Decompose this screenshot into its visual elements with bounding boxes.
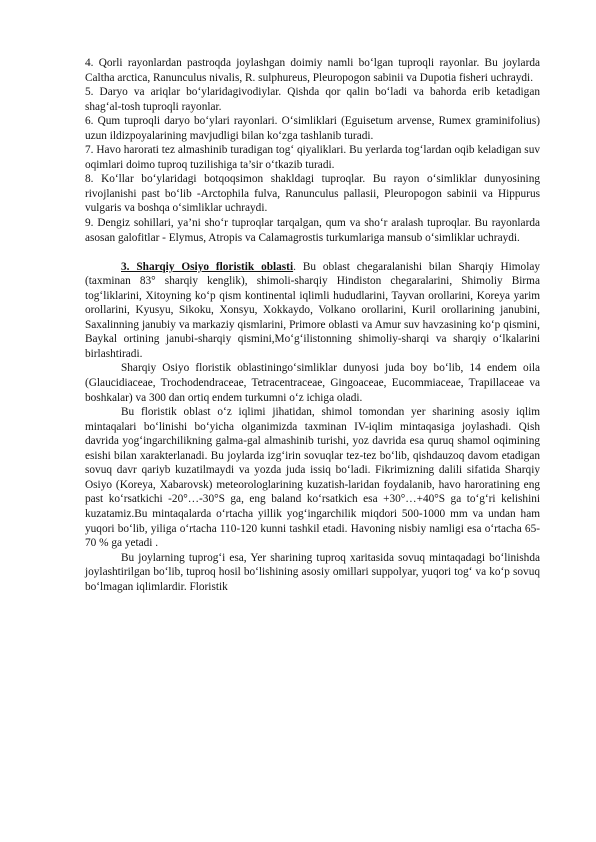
document-page (85, 56, 540, 594)
section-intro: . Bu oblast chegaralanishi bilan Sharqiy Himolay (taxminan 83° sharqiy kenglik), shimoli-sharqiy Hindiston chegaralarini, Shimoliy Birma tog‘liklarini, Xitoyning ko‘p qism kontinental iqlimli hududlarini, Tayvan orollarini, Koreya yarim orollarini, Kyusyu, Sikoku, Xonsyu, Xokkaydo, Volkano orollarini, Kuril orollarining janubini, Saxalinning janubiy va markaziy qismlarini, Primore oblasti va Amur suv havzasining ko‘p qismini, Baykal ortining janubi-sharqiy qismini,Mo‘g‘ilistonning shimoliy-sharqi va sharqiy o‘lkalarini birlashtiradi. (85, 260, 540, 360)
section-paragraph (85, 260, 540, 362)
paragraph-7: 7. Havo harorati tez almashinib turadigan tog‘ qiyaliklari. Bu yerlarda tog‘lardan oqib keladigan suv oqimlari doimo tuproq tuzilishiga ta’sir o‘tkazib turadi. (85, 144, 540, 171)
paragraph-6: 6. Qum tuproqli daryo bo‘ylari rayonlari. O‘simliklari (Eguisetum arvense, Rumex graminifolius) uzun ildizpoyalarining mavjudligi bilan ko‘zga tashlanib turadi. (85, 115, 540, 142)
section-title: 3. Sharqiy Osiyo floristik oblasti (121, 260, 294, 273)
paragraph-soil: Bu joylarning tuprog‘i esa, Yer sharining tuproq xaritasida sovuq mintaqadagi bo‘linishda joylashtirilgan bo‘lib, tuproq hosil bo‘lishining asosiy omillari suppolyar, yuqori tog‘ va ko‘p sovuq bo‘lmagan iqlimlardir. Floristik (85, 551, 540, 593)
paragraph-8: 8. Ko‘llar bo‘ylaridagi botqoqsimon shakldagi tuproqlar. Bu rayon o‘simliklar dunyosining rivojlanishi past bo‘lib -Arctophila fulva, Ranunculus pallasii, Pleuropogon sabinii va Hippurus vulgaris va boshqa o‘simliklar uchraydi. (85, 173, 540, 215)
paragraph-4: 4. Qorli rayonlardan pastroqda joylashgan doimiy namli bo‘lgan tuproqli rayonlar. Bu joylarda Caltha arctica, Ranunculus nivalis, R. sulphureus, Pleuropogon sabinii va Dupotia fisheri uchraydi. (85, 57, 540, 84)
paragraph-9: 9. Dengiz sohillari, ya’ni sho‘r tuproqlar tarqalgan, qum va sho‘r aralash tuproqlar. Bu rayonlarda asosan galofitlar - Elymus, Atropis va Calamagrostis turkumlariga mansub o‘simliklar uchraydi. (85, 217, 540, 244)
blank-line (85, 245, 540, 260)
paragraph-endemics: Sharqiy Osiyo floristik oblastiningo‘simliklar dunyosi juda boy bo‘lib, 14 endem oila (Glaucidiaceae, Trochodendraceae, Tetracentraceae, Gingoaceae, Eucommiaceae, Trapillaceae va boshkalar) va 300 dan ortiq endem turkumni o‘z ichiga oladi. (85, 362, 540, 404)
paragraph-5: 5. Daryo va ariqlar bo‘ylaridagivodiylar. Qishda qor qalin bo‘ladi va bahorda erib ketadigan shag‘al-tosh tuproqli rayonlar. (85, 86, 540, 113)
paragraph-climate: Bu floristik oblast o‘z iqlimi jihatidan, shimol tomondan yer sharining asosiy iqlim mintaqalari bo‘linishi bo‘yicha olganimizda taxminan IV-iqlim mintaqasiga joylashadi. Qish davrida yog‘ingarchilikning galma-gal almashinib turishi, yoz davrida esa quruq shamol oqimining esishi bilan xarakterlanadi. Bu joylarda izg‘irin sovuqlar tez-tez bo‘lib, qishdauzoq davom etadigan sovuq davr qariyb kuzatilmaydi va yozda juda issiq bo‘ladi. Fikrimizning dalili sifatida Sharqiy Osiyo (Koreya, Xabarovsk) meteorologlarining kuzatish-laridan foydalanib, havo haroratining eng past ko‘rsatkichi -20°…-30°S ga, eng baland ko‘rsatkich esa +30°…+40°S ga to‘g‘ri kelishini kuzatamiz.Bu mintaqalarda o‘rtacha yillik yog‘ingarchilik miqdori 500-1000 mm va undan ham yuqori bo‘lib, yiliga o‘rtacha 110-120 kunni tashkil etadi. Havoning nisbiy namligi esa o‘rtacha 65-70 % ga yetadi . (85, 406, 540, 550)
